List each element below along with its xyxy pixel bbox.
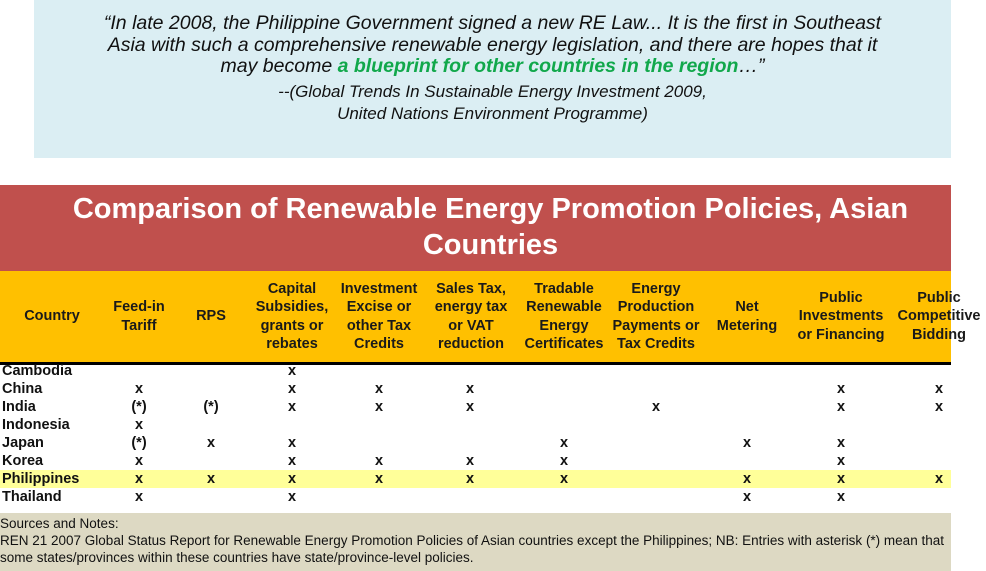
policy-mark: x — [374, 399, 384, 415]
policy-mark: x — [742, 489, 752, 505]
table-row — [0, 380, 951, 398]
country-name: India — [2, 399, 36, 415]
header-sales-tax-reduction: Sales Tax, energy tax or VAT reduction — [434, 280, 508, 352]
policy-mark: x — [465, 381, 475, 397]
notes-box — [0, 513, 951, 571]
quote-line-2: Asia with such a comprehensive renewable energy legislation, and there are hopes that it — [107, 34, 878, 56]
header-tradable-certificates: Tradable Renewable Energy Certificates — [524, 280, 604, 352]
title-band — [0, 185, 951, 271]
policy-mark: x — [742, 435, 752, 451]
table-row — [0, 416, 951, 434]
policy-mark: x — [559, 453, 569, 469]
citation-line-1: --(Global Trends In Sustainable Energy Investment 2009, — [278, 82, 707, 101]
header-country: Country — [24, 308, 80, 325]
quote-line-1: “In late 2008, the Philippine Government signed a new RE Law... It is the first in Southeast — [103, 12, 882, 34]
policy-mark: x — [134, 381, 144, 397]
table-row — [0, 470, 951, 488]
policy-mark: x — [134, 471, 144, 487]
table-row — [0, 434, 951, 452]
country-name: Japan — [2, 435, 44, 451]
policy-mark: x — [287, 381, 297, 397]
table-header-row — [0, 271, 981, 362]
country-name: Cambodia — [2, 363, 73, 379]
policy-mark: x — [836, 381, 846, 397]
policy-mark: x — [836, 435, 846, 451]
policy-mark: x — [934, 471, 944, 487]
policy-mark: x — [287, 489, 297, 505]
policy-mark: x — [559, 435, 569, 451]
notes-heading: Sources and Notes: — [0, 516, 119, 531]
table-row — [0, 488, 951, 506]
policy-mark: x — [287, 363, 297, 379]
policy-mark: x — [206, 471, 216, 487]
policy-mark: x — [287, 435, 297, 451]
country-name: Korea — [2, 453, 44, 469]
policy-mark: x — [134, 489, 144, 505]
quote-line-3 — [34, 55, 951, 78]
header-net-metering: Net Metering — [716, 299, 778, 334]
policy-mark: x — [651, 399, 661, 415]
notes-line-2: some states/provinces within these countries have state/province-level policies. — [0, 550, 474, 565]
title-line-1: Comparison of Renewable Energy Promotion Policies, Asian — [72, 193, 909, 225]
quote-highlight: a blueprint for other countries in the region — [337, 55, 739, 77]
policy-mark: x — [134, 417, 144, 433]
policy-mark: (*) — [131, 435, 147, 451]
policy-mark: (*) — [203, 399, 219, 415]
policy-mark: x — [465, 471, 475, 487]
header-feed-in-tariff: Feed-in Tariff — [113, 299, 165, 334]
table-row — [0, 398, 951, 416]
header-production-payments: Energy Production Payments or Tax Credits — [612, 280, 700, 352]
country-name: Indonesia — [2, 417, 70, 433]
header-capital-subsidies: Capital Subsidies, grants or rebates — [255, 280, 329, 352]
policy-mark: x — [742, 471, 752, 487]
country-name: China — [2, 381, 43, 397]
quote-box — [34, 0, 951, 158]
header-public-competitive-bidding: Public Competitive Bidding — [897, 289, 981, 343]
policy-mark: x — [374, 381, 384, 397]
header-public-investments: Public Investments or Financing — [797, 289, 885, 343]
policy-mark: x — [134, 453, 144, 469]
policy-mark: x — [465, 399, 475, 415]
title-line-2: Countries — [422, 229, 559, 261]
policy-mark: x — [374, 453, 384, 469]
policy-mark: x — [934, 381, 944, 397]
citation-line-2: United Nations Environment Programme) — [337, 104, 648, 123]
quote-line-3-prefix: may become — [220, 55, 338, 77]
policy-mark: x — [934, 399, 944, 415]
policy-mark: x — [287, 399, 297, 415]
table-row — [0, 362, 951, 380]
policy-mark: x — [559, 471, 569, 487]
policy-mark: x — [287, 471, 297, 487]
policy-mark: x — [836, 471, 846, 487]
header-investment-tax-credits: Investment Excise or other Tax Credits — [340, 280, 418, 352]
country-name: Thailand — [2, 489, 62, 505]
policy-mark: x — [287, 453, 297, 469]
notes-line-1: REN 21 2007 Global Status Report for Renewable Energy Promotion Policies of Asian countries except the Philippines; NB: Entries with asterisk (*) mean that — [0, 533, 944, 548]
policy-mark: x — [374, 471, 384, 487]
policy-mark: (*) — [131, 399, 147, 415]
policy-mark: x — [465, 453, 475, 469]
quote-line-3-suffix: …” — [738, 55, 765, 77]
policy-mark: x — [836, 399, 846, 415]
policy-mark: x — [836, 453, 846, 469]
header-rps: RPS — [196, 308, 226, 325]
country-name: Philippines — [2, 471, 80, 487]
policy-mark: x — [836, 489, 846, 505]
policy-mark: x — [206, 435, 216, 451]
table-row — [0, 452, 951, 470]
